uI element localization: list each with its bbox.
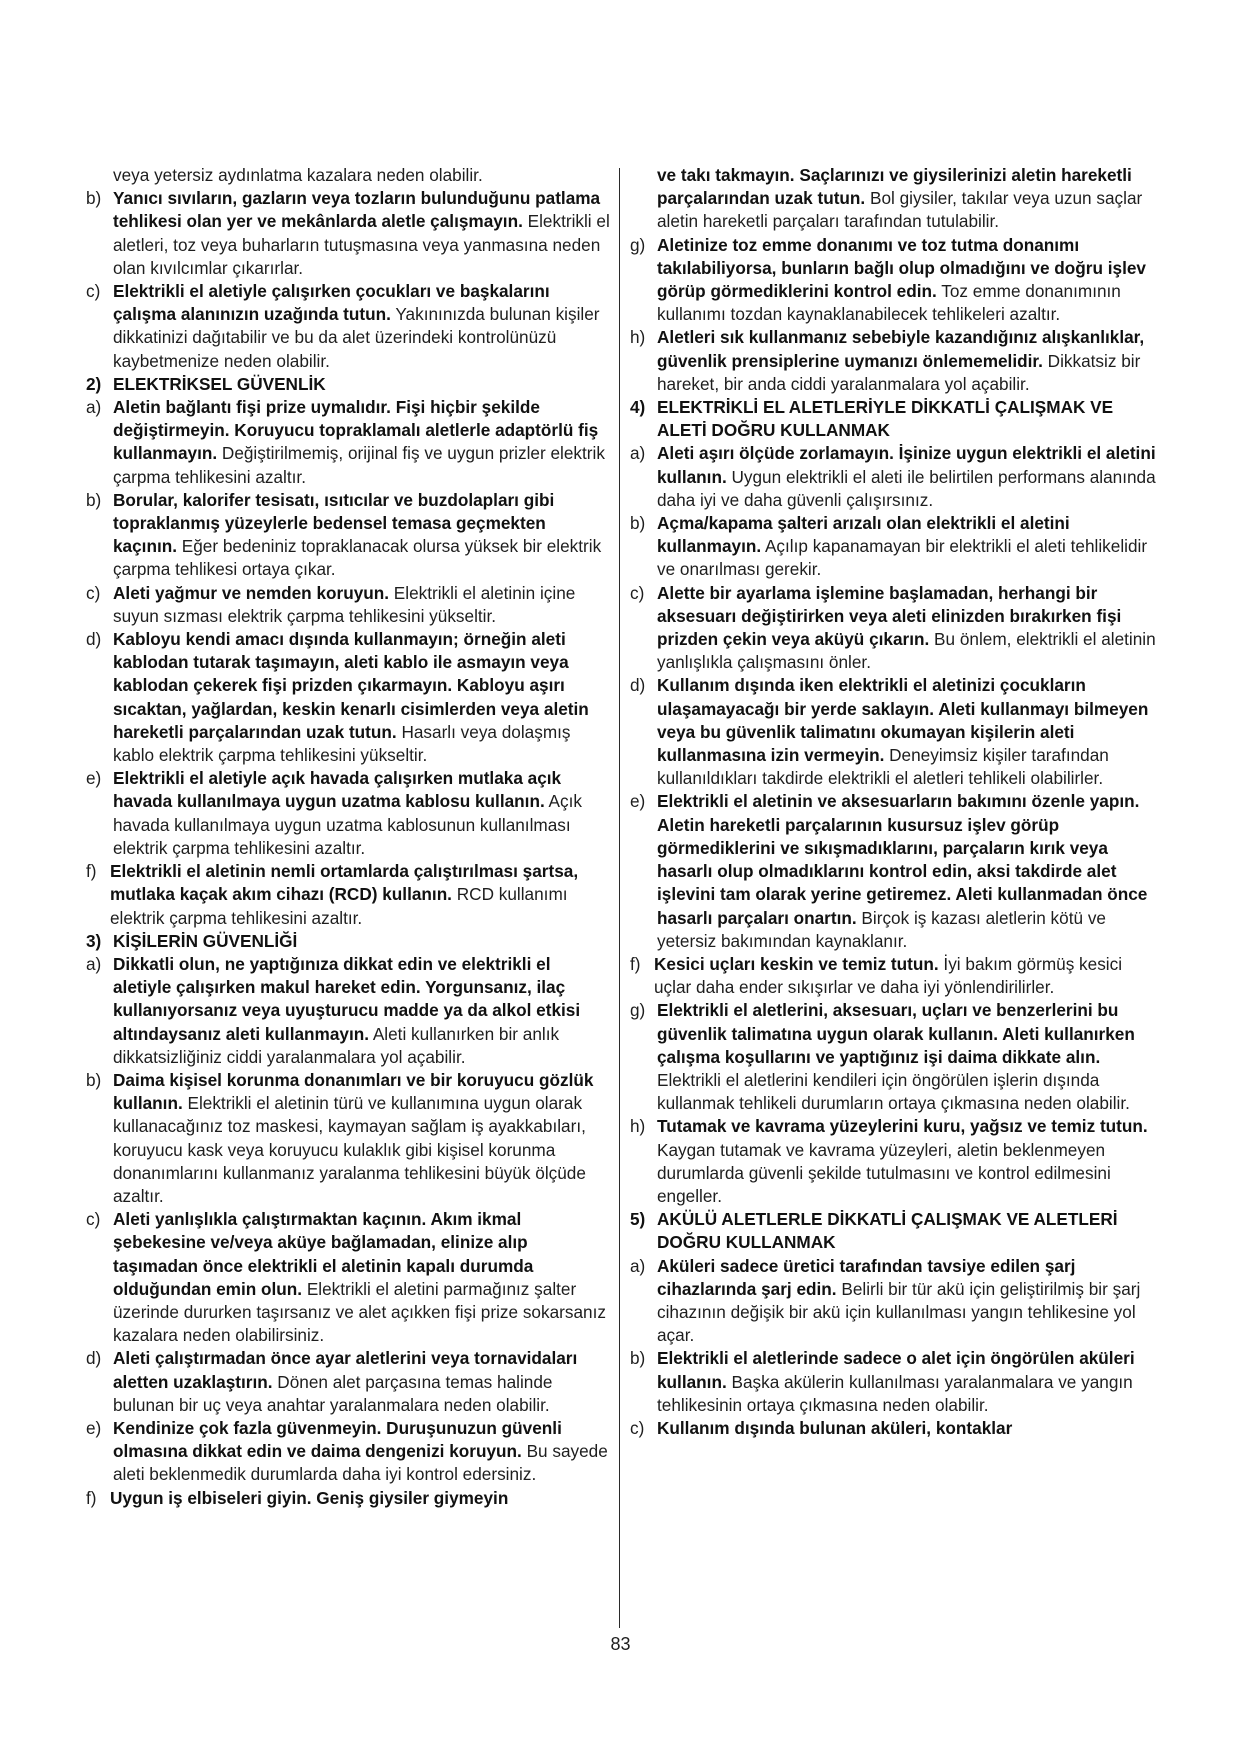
item-label: c) — [86, 582, 101, 603]
right-column — [630, 164, 1157, 1440]
list-item: f) Uygun iş elbiseleri giyin. Geniş giysiler giymeyin — [86, 1487, 613, 1510]
section-heading: 3) KİŞİLERİN GÜVENLİĞİ — [86, 930, 298, 951]
list-item: c) Elektrikli el aletiyle çalışırken çocukları ve başkalarını çalışma alanınızın uzağında tutun. Yakınınızda bulunan kişiler dikkatinizi dağıtabilir ve bu da alet üzerindeki kontrolünüzü kaybetmenize neden olabilir. — [86, 280, 613, 373]
item-label: b) — [630, 1348, 646, 1369]
list-item: h) Aletleri sık kullanmanız sebebiyle kazandığınız alışkanlıklar, güvenlik prensiplerine uymanızı önlememelidir. Dikkatsiz bir hareket, bir anda ciddi yaralanmalara yol açabilir. — [630, 326, 1157, 396]
item-label: f) — [630, 953, 641, 974]
list-item: f) Kesici uçları keskin ve temiz tutun. İyi bakım görmüş kesici uçlar daha ender sıkışırlar ve daha iyi yönlendirilirler. — [630, 953, 1157, 999]
list-item: g) Elektrikli el aletlerini, aksesuarı, uçları ve benzerlerini bu güvenlik talimatına uygun olarak kullanın. Aleti kullanırken çalışma koşullarını ve yaptığınız işi daima dikkate alın. Elektrikli el aletlerini kendileri için öngörülen işlerin dışında kullanmak tehlikeli durumların ortaya çıkmasına neden olabilir. — [630, 999, 1157, 1115]
list-item: c) Alette bir ayarlama işlemine başlamadan, herhangi bir aksesuarı değiştirirken veya aleti elinizden bırakırken fişi prizden çekin veya aküyü çıkarın. Bu önlem, elektrikli el aletinin yanlışlıkla çalışmasını önler. — [630, 582, 1157, 675]
left-column — [86, 164, 613, 1510]
continued-text: ve takı takmayın. Saçlarınızı ve giysilerinizi aletin hareketli parçalarından uzak tutun. Bol giysiler, takılar veya uzun saçlar aletin hareketli parçaları tarafından tutulabilir. — [657, 165, 1143, 232]
list-item: a) Aküleri sadece üretici tarafından tavsiye edilen şarj cihazlarında şarj edin. Belirli bir tür akü için geliştirilmiş bir şarj cihazının değişik bir akü için kullanılması yangın tehlikesine yol açar. — [630, 1255, 1157, 1348]
item-label: e) — [630, 791, 646, 812]
list-item: c) Aleti yanlışlıkla çalıştırmaktan kaçının. Akım ikmal şebekesine ve/veya aküye bağlamadan, elinize alıp taşımadan önce elektrikli el aletinin kapalı durumda olduğundan emin olun. Elektrikli el aletini parmağınız şalter üzerinde dururken taşırsanız ve alet açıkken fişi prize sokarsanız kazalara neden olabilirsiniz. — [86, 1208, 613, 1347]
list-item: d) Kabloyu kendi amacı dışında kullanmayın; örneğin aleti kablodan tutarak taşımayın, aleti kablo ile asmayın veya kablodan çekerek fişi prizden çıkarmayın. Kabloyu aşırı sıcaktan, yağlardan, keskin kenarlı cisimlerden veya aletin hareketli parçalarından uzak tutun. Hasarlı veya dolaşmış kablo elektrik çarpma tehlikesini yükseltir. — [86, 628, 613, 767]
list-item: c) Kullanım dışında bulunan aküleri, kontaklar — [630, 1417, 1157, 1440]
continued-text: veya yetersiz aydınlatma kazalara neden olabilir. — [113, 165, 483, 185]
item-label: c) — [630, 1417, 645, 1438]
item-label: f) — [86, 861, 97, 882]
item-label: h) — [630, 1116, 646, 1137]
item-label: b) — [630, 513, 646, 534]
list-item: a) Aleti aşırı ölçüde zorlamayın. İşinize uygun elektrikli el aletini kullanın. Uygun elektrikli el aleti ile belirtilen performans alanında daha iyi ve daha güvenli çalışırsınız. — [630, 442, 1157, 512]
list-item: e) Elektrikli el aletiyle açık havada çalışırken mutlaka açık havada kullanılmaya uygun uzatma kablosu kullanın. Açık havada kullanılmaya uygun uzatma kablosunun kullanılması elektrik çarpma tehlikesini azaltır. — [86, 767, 613, 860]
item-label: d) — [86, 629, 102, 650]
section-heading: 5) AKÜLÜ ALETLERLE DİKKATLİ ÇALIŞMAK VE ALETLERİ DOĞRU KULLANMAK — [630, 1209, 1118, 1253]
item-label: d) — [630, 675, 646, 696]
item-label: c) — [630, 582, 645, 603]
list-item: h) Tutamak ve kavrama yüzeylerini kuru, yağsız ve temiz tutun. Kaygan tutamak ve kavrama yüzeyleri, aletin beklenmeyen durumlarda güvenli şekilde tutulmasını ve kontrol edilmesini engeller. — [630, 1115, 1157, 1208]
item-label: a) — [86, 397, 102, 418]
item-label: b) — [86, 489, 102, 510]
list-item: b) Elektrikli el aletlerinde sadece o alet için öngörülen aküleri kullanın. Başka akülerin kullanılması yaralanmalara ve yangın tehlikesinin ortaya çıkmasına neden olabilir. — [630, 1347, 1157, 1417]
section-heading: 2) ELEKTRİKSEL GÜVENLİK — [86, 373, 326, 394]
list-item: e) Kendinize çok fazla güvenmeyin. Duruşunuzun güvenli olmasına dikkat edin ve daima dengenizi koruyun. Bu sayede aleti beklenmedik durumlarda daha iyi kontrol edersiniz. — [86, 1417, 613, 1487]
list-item: f) Elektrikli el aletinin nemli ortamlarda çalıştırılması şartsa, mutlaka kaçak akım cihazı (RCD) kullanın. RCD kullanımı elektrik çarpma tehlikesini azaltır. — [86, 860, 613, 930]
item-label: a) — [86, 953, 102, 974]
item-label: g) — [630, 1000, 646, 1021]
list-item: a) Dikkatli olun, ne yaptığınıza dikkat edin ve elektrikli el aletiyle çalışırken makul hareket edin. Yorgunsanız, ilaç kullanıyorsanız veya uyuşturucu madde ya da alkol etkisi altındaysanız aleti kullanmayın. Aleti kullanırken bir anlık dikkatsizliğiniz ciddi yaralanmalara yol açabilir. — [86, 953, 613, 1069]
list-item: b) Daima kişisel korunma donanımları ve bir koruyucu gözlük kullanın. Elektrikli el aletinin türü ve kullanımına uygun olarak kullanacağınız toz maskesi, kaymayan sağlam iş ayakkabıları, koruyucu kask veya koruyucu kulaklık gibi kişisel korunma donanımlarını kullanmanız yaralanma tehlikesini büyük ölçüde azaltır. — [86, 1069, 613, 1208]
list-item: g) Aletinize toz emme donanımı ve toz tutma donanımı takılabiliyorsa, bunların bağlı olup olmadığını ve doğru işlev görüp görmediklerini kontrol edin. Toz emme donanımının kullanımı tozdan kaynaklanabilecek tehlikeleri azaltır. — [630, 234, 1157, 327]
list-item: c) Aleti yağmur ve nemden koruyun. Elektrikli el aletinin içine suyun sızması elektrik çarpma tehlikesini yükseltir. — [86, 582, 613, 628]
list-item: d) Kullanım dışında iken elektrikli el aletinizi çocukların ulaşamayacağı bir yerde saklayın. Aleti kullanmayı bilmeyen veya bu güvenlik talimatını okumayan kişilerin aleti kullanmasına izin vermeyin. Deneyimsiz kişiler tarafından kullanıldıkları takdirde elektrikli el aletleri tehlikeli olabilirler. — [630, 674, 1157, 790]
item-label: d) — [86, 1348, 102, 1369]
item-label: e) — [86, 1417, 102, 1438]
list-item: e) Elektrikli el aletinin ve aksesuarların bakımını özenle yapın. Aletin hareketli parçalarının kusursuz işlev görüp görmediklerini ve sıkışmadıklarını, parçaların kırık veya hasarlı olup olmadıklarını kontrol edin, aksi takdirde alet işlevini tam olarak yerine getiremez. Aleti kullanmadan önce hasarlı parçaları onartın. Birçok iş kazası aletlerin kötü ve yetersiz bakımından kaynaklanır. — [630, 790, 1157, 952]
item-label: b) — [86, 1069, 102, 1090]
item-label: c) — [86, 281, 101, 302]
item-label: g) — [630, 234, 646, 255]
item-label: f) — [86, 1487, 97, 1508]
list-item: d) Aleti çalıştırmadan önce ayar aletlerini veya tornavidaları aletten uzaklaştırın. Dönen alet parçasına temas halinde bulunan bir uç veya anahtar yaralanmalara neden olabilir. — [86, 1347, 613, 1417]
item-label: c) — [86, 1209, 101, 1230]
item-label: a) — [630, 1255, 646, 1276]
item-label: b) — [86, 188, 102, 209]
list-item: b) Açma/kapama şalteri arızalı olan elektrikli el aletini kullanmayın. Açılıp kapanamayan bir elektrikli el aleti tehlikelidir ve onarılması gerekir. — [630, 512, 1157, 582]
list-item: a) Aletin bağlantı fişi prize uymalıdır. Fişi hiçbir şekilde değiştirmeyin. Koruyucu topraklamalı aletlerle adaptörlü fiş kullanmayın. Değiştirilmemiş, orijinal fiş ve uygun prizler elektrik çarpma tehlikesini azaltır. — [86, 396, 613, 489]
section-heading: 4) ELEKTRİKLİ EL ALETLERİYLE DİKKATLİ ÇALIŞMAK VE ALETİ DOĞRU KULLANMAK — [630, 397, 1114, 441]
item-label: a) — [630, 443, 646, 464]
column-divider — [619, 168, 620, 1628]
list-item: b) Borular, kalorifer tesisatı, ısıtıcılar ve buzdolapları gibi topraklanmış yüzeylerle bedensel temasa geçmekten kaçının. Eğer bedeniniz topraklanacak olursa yüksek bir elektrik çarpma tehlikesi ortaya çıkar. — [86, 489, 613, 582]
item-label: h) — [630, 327, 646, 348]
list-item: b) Yanıcı sıvıların, gazların veya tozların bulunduğunu patlama tehlikesi olan yer ve mekânlarda aletle çalışmayın. Elektrikli el aletleri, toz veya buharların tutuşmasına veya yanmasına neden olan kıvılcımlar çıkarırlar. — [86, 187, 613, 280]
item-label: e) — [86, 768, 102, 789]
page-number: 83 — [610, 1634, 631, 1654]
